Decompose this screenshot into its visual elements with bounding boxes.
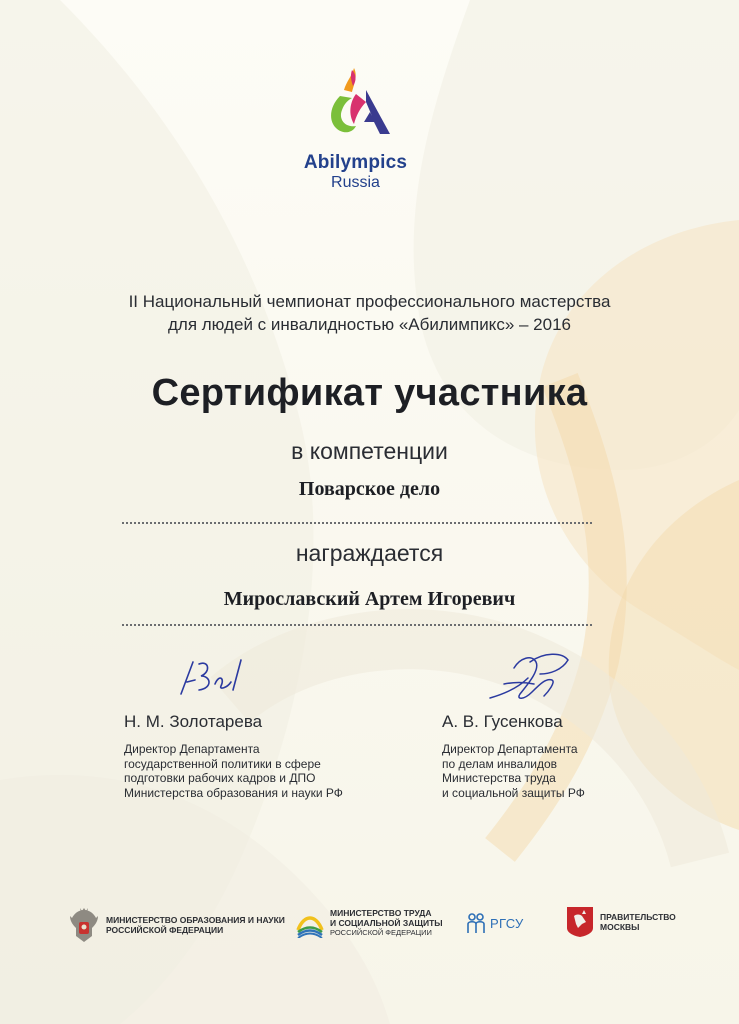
- edu-ministry-text: [106, 915, 285, 935]
- brand-subtitle: Russia: [331, 174, 380, 191]
- event-title-line-2: для людей с инвалидностью «Абилимпикс» – 2016: [168, 315, 571, 334]
- rgsu-logo: [466, 912, 524, 934]
- signer-role-line: Директор Департамента: [442, 742, 578, 756]
- signature-left: [175, 654, 255, 702]
- moscow-emblem-icon: [566, 906, 594, 938]
- recipient-name: Мирославский Артем Игоревич: [223, 588, 516, 610]
- signer-role-line: и социальной защиты РФ: [442, 785, 585, 800]
- signer-role-line: по делам инвалидов: [442, 756, 558, 771]
- rgsu-people-icon: [466, 912, 486, 934]
- competence-name: Поварское дело: [298, 478, 441, 500]
- signer-role-line: государственной политики в сфере: [124, 756, 321, 771]
- moscow-gov-logo: [566, 906, 676, 938]
- dotted-divider: [122, 522, 592, 524]
- abilympics-logo-icon: [326, 66, 394, 138]
- signer-role-line: Министерства образования и науки РФ: [124, 785, 343, 800]
- dotted-divider: [122, 624, 592, 626]
- moscow-gov-text: [600, 912, 676, 932]
- event-title: [40, 290, 699, 336]
- signer-name-right: А. В. Гусенкова: [442, 712, 563, 731]
- awarded-label: награждается: [295, 540, 444, 566]
- labor-ministry-icon: [296, 908, 324, 938]
- edu-ministry-logo: [68, 906, 285, 944]
- labor-ministry-line: И СОЦИАЛЬНОЙ ЗАЩИТЫ: [330, 918, 443, 928]
- edu-ministry-line: РОССИЙСКОЙ ФЕДЕРАЦИИ: [106, 925, 224, 935]
- signer-name-left: Н. М. Золотарева: [124, 712, 263, 731]
- labor-ministry-logo: [296, 908, 443, 938]
- labor-ministry-line: МИНИСТЕРСТВО ТРУДА: [330, 908, 432, 918]
- signature-right: [484, 648, 574, 706]
- rgsu-text: РГСУ: [490, 915, 524, 931]
- labor-ministry-line: РОССИЙСКОЙ ФЕДЕРАЦИИ: [330, 928, 432, 937]
- labor-ministry-text: [330, 908, 443, 938]
- edu-ministry-line: МИНИСТЕРСТВО ОБРАЗОВАНИЯ И НАУКИ: [106, 915, 285, 925]
- moscow-gov-line: МОСКВЫ: [600, 922, 640, 932]
- moscow-gov-line: ПРАВИТЕЛЬСТВО: [600, 912, 676, 922]
- certificate-title: Сертификат участника: [151, 372, 588, 414]
- signer-role-line: Министерства труда: [442, 771, 556, 785]
- competence-label: в компетенции: [291, 438, 448, 464]
- signer-role-line: Директор Департамента: [124, 742, 260, 756]
- signer-role-right: [442, 742, 632, 800]
- brand-name: Abilympics: [303, 152, 408, 173]
- signer-role-left: [124, 742, 394, 800]
- signer-role-line: подготовки рабочих кадров и ДПО: [124, 771, 316, 785]
- coat-of-arms-icon: [68, 906, 100, 944]
- event-title-line-1: II Национальный чемпионат профессионального мастерства: [128, 292, 611, 311]
